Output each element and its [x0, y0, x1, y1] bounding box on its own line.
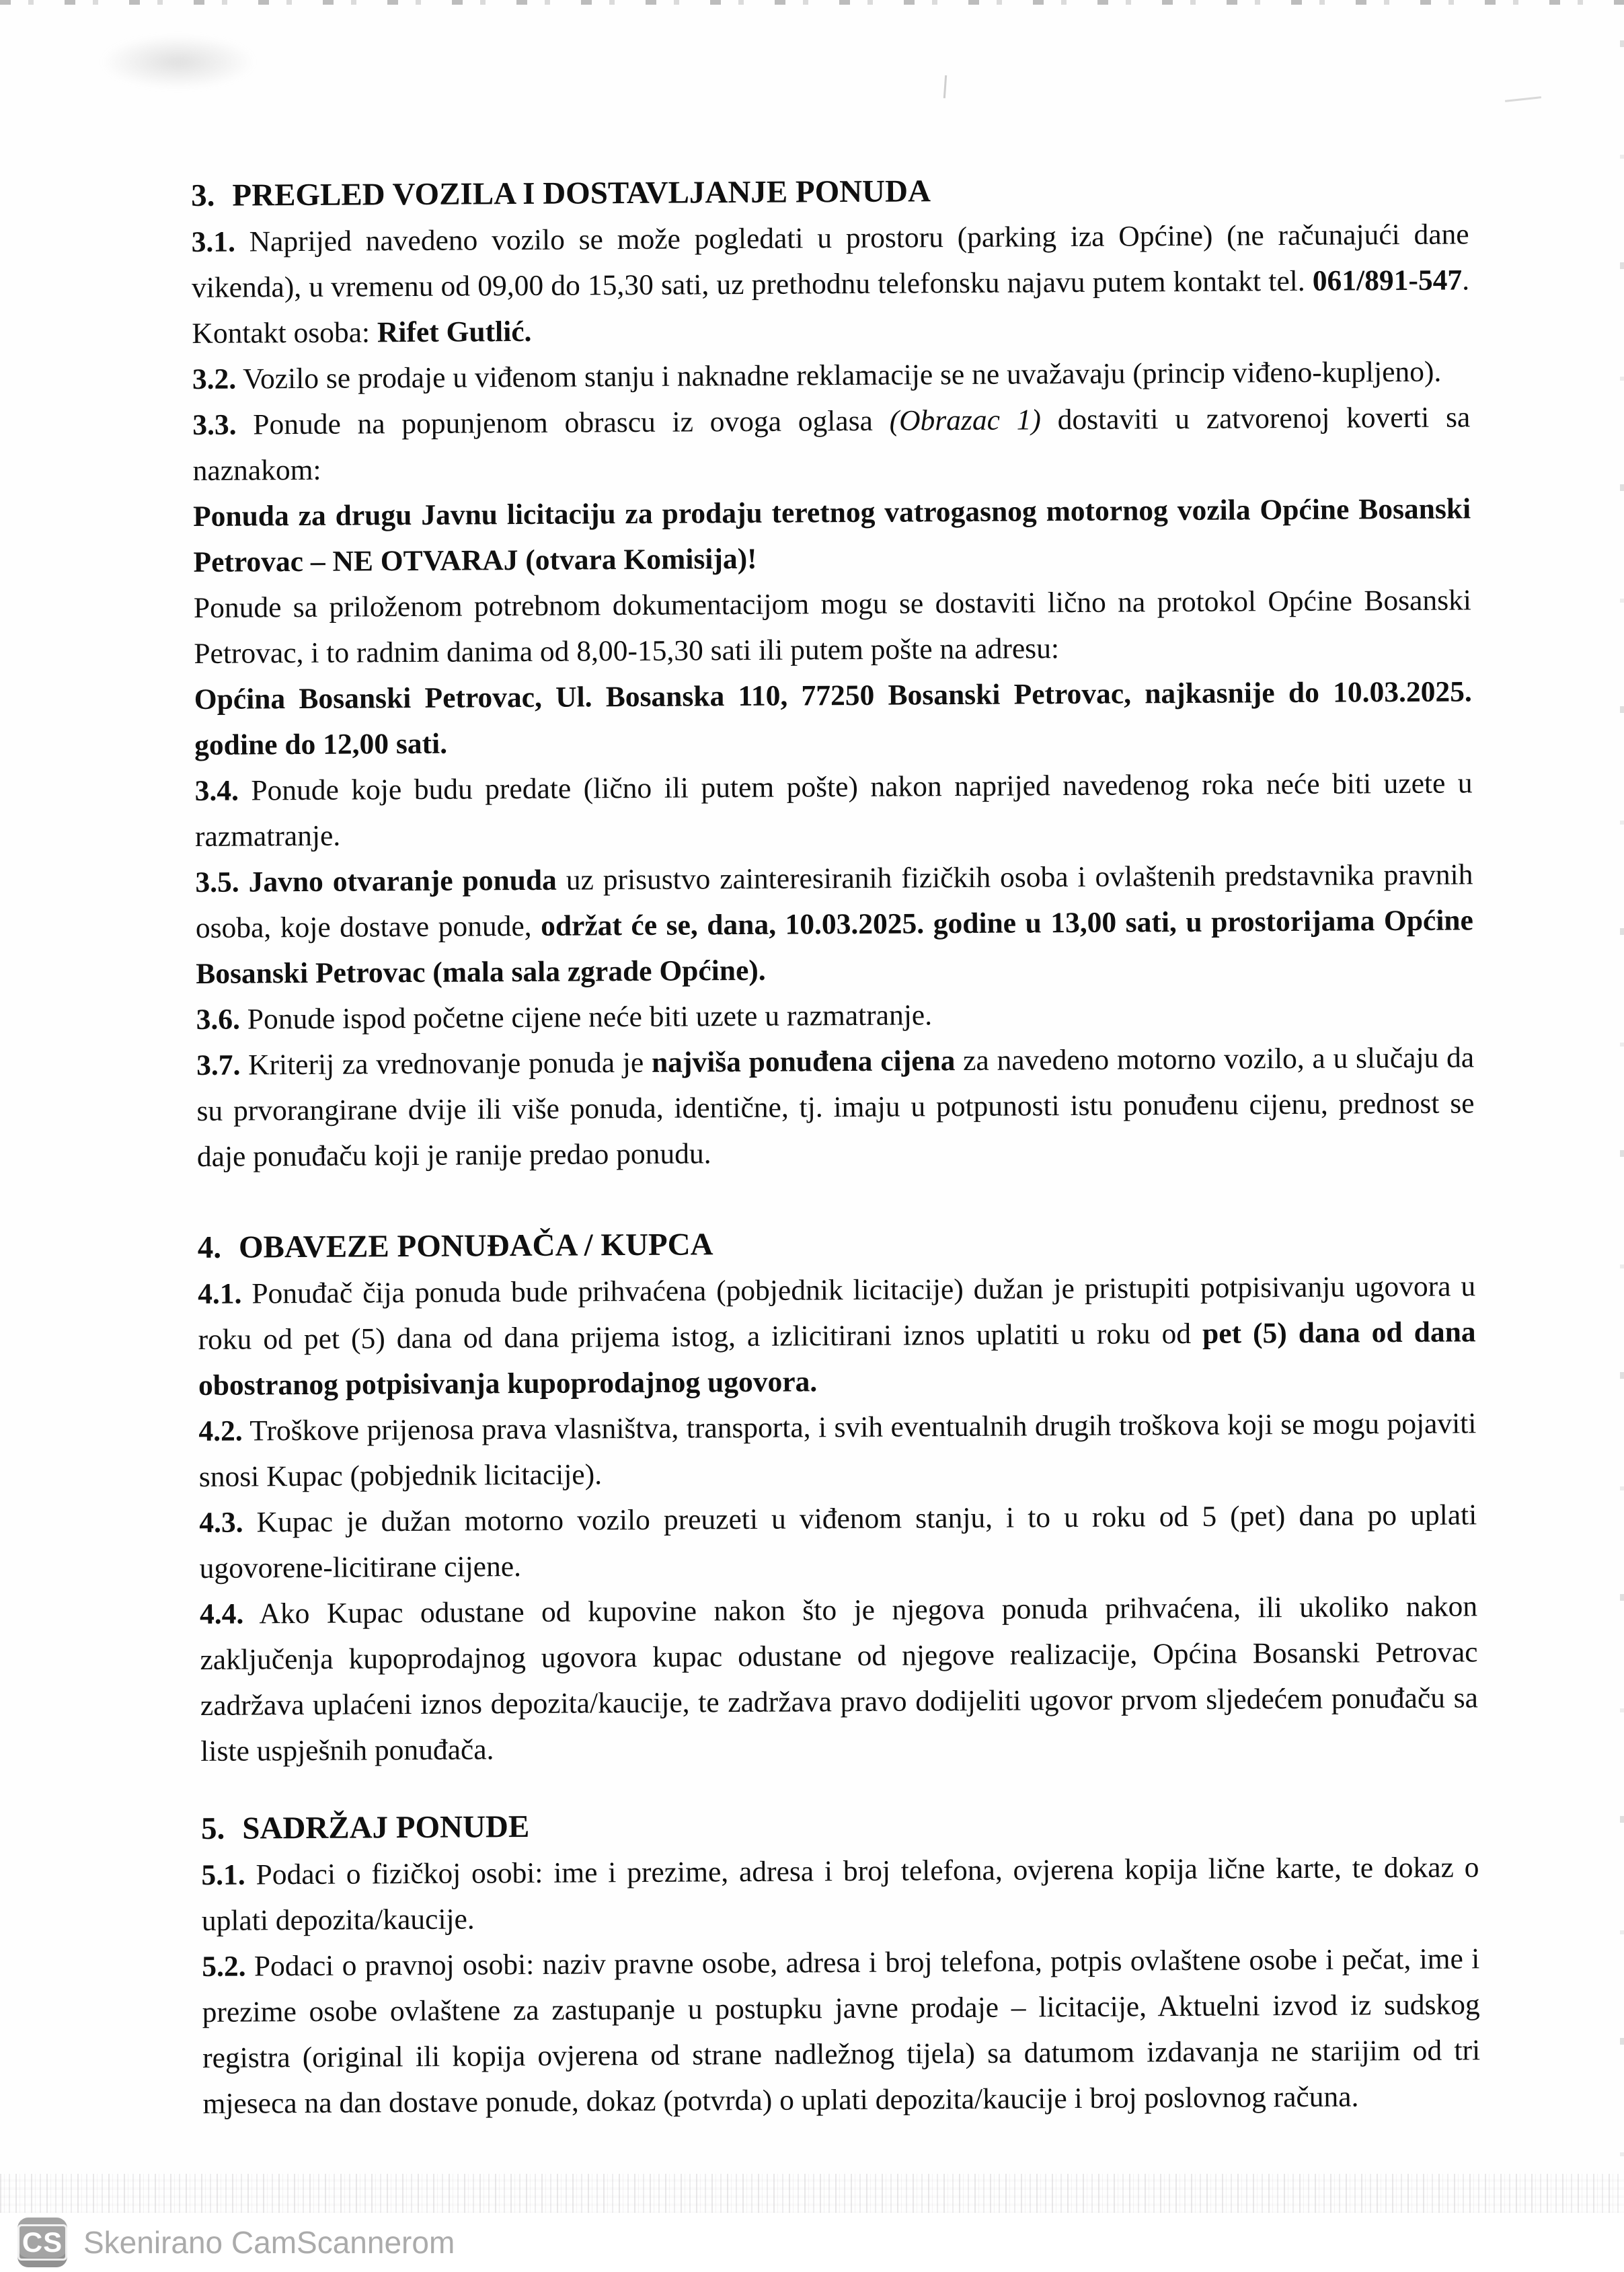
paragraph-3-7 [196, 1034, 1475, 1180]
paragraph-3-4 [194, 760, 1473, 860]
scan-mark [943, 75, 947, 98]
text-run: Ako Kupac odustane od kupovine nakon što je njegova ponuda prihvaćena, ili ukoliko nakon zaključenja kupoprodajnog ugovora kupac odustane od njegove realizacije, Općina Bosanski Petrovac zadržava uplaćeni iznos depozita/kaucije, te zadržava pravo dodijeliti ugovor prvom sljedećem ponuđaču sa liste uspješnih ponuđača. [200, 1590, 1479, 1768]
text-run: Kriterij za vrednovanje ponuda je [240, 1046, 652, 1082]
text-run: za navedeno motorno vozilo, a u slučaju da su prvorangirane dvije ili više ponuda, identične, tj. imaju u potpunosti istu ponuđenu cijenu, prednost se daje ponuđaču koji je ranije predao ponudu. [196, 1041, 1475, 1173]
text-run: Općina Bosanski Petrovac, Ul. Bosanska 110, 77250 Bosanski Petrovac, najkasnije do 10.03.2025. godine do 12,00 sati. [194, 675, 1472, 761]
text-run: Kupac je dužan motorno vozilo preuzeti u viđenom stanju, i to u roku od 5 (pet) dana po uplati ugovorene-licitirane cijene. [199, 1499, 1477, 1585]
text-run: 3.2. [192, 363, 237, 395]
text-run: Ponude sa priloženom potrebnom dokumentacijom mogu se dostaviti lično na protokol Općine Bosanski Petrovac, i to radnim danima od 8,00-15,30 sati ili putem pošte na adresu: [193, 584, 1472, 670]
section-number: 3. [191, 178, 215, 213]
text-run: Ponuda za drugu Javnu licitaciju za prodaju teretnog vatrogasnog motornog vozila Općine Bosanski Petrovac – NE OTVARAJ (otvara Komisija)! [192, 492, 1471, 578]
camscanner-logo-icon [17, 2218, 67, 2267]
text-run: Vozilo se prodaje u viđenom stanju i naknadne reklamacije se ne uvažavaju (princip viđeno-kupljeno). [235, 355, 1442, 395]
paragraph-3-3 [192, 394, 1471, 494]
paragraph-4-2 [198, 1400, 1477, 1500]
text-run: 061/891-547 [1312, 264, 1463, 297]
text-run: . Kontakt osoba: [192, 264, 1470, 350]
text-run: Troškove prijenosa prava vlasništva, transporta, i svih eventualnih drugih troškova koji se mogu pojaviti snosi Kupac (pobjednik licitacije). [198, 1407, 1477, 1493]
scan-mark [1505, 96, 1541, 102]
text-run: 3.3. [192, 408, 237, 441]
text-run: Podaci o fizičkoj osobi: ime i prezime, adresa i broj telefona, ovjerena kopija lične karte, te dokaz o uplati depozita/kaucije. [201, 1851, 1479, 1937]
paragraph-4-3 [199, 1492, 1477, 1591]
section-number: 5. [200, 1811, 225, 1846]
paragraph-4-4 [200, 1583, 1479, 1774]
paragraph-3-1 [191, 211, 1469, 356]
watermark-text: Skenirano CamScannerom [83, 2225, 455, 2260]
text-run: Podaci o pravnoj osobi: naziv pravne osobe, adresa i broj telefona, potpis ovlaštene osobe i pečat, ime i prezime osobe ovlaštene za zastupanje u postupku javne prodaje – licitacije, Aktuelni izvod iz sudskog registra (original ili kopija ovjerena od strane nadležnog tijela) sa datumom izdavanja ne starijim od tri mjeseca na dan dostave ponude, dokaz (potvrda) o uplati depozita/kaucije i broj poslovnog računa. [202, 1942, 1481, 2120]
scan-noise-top-edge [0, 0, 1624, 5]
text-run: 4.1. [198, 1277, 242, 1310]
text-run: 3.6. [196, 1003, 241, 1036]
document-page [191, 164, 1481, 2127]
scan-smudge [101, 35, 256, 89]
section-title: SADRŽAJ PONUDE [242, 1809, 530, 1846]
text-run: održat će se, dana, 10.03.2025. godine u 13,00 sati, u prostorijama Općine Bosanski Petrovac (mala sala zgrade Općine). [196, 904, 1473, 990]
text-run: Rifet Gutlić. [377, 315, 532, 349]
paragraph-3-6 [196, 989, 1473, 1043]
text-run: Ponude ispod početne cijene neće biti uzete u razmatranje. [239, 999, 933, 1036]
text-run: 3.5. Javno otvaranje ponuda [195, 864, 557, 899]
section-title: OBAVEZE PONUĐAČA / KUPCA [238, 1227, 713, 1265]
paragraph-address [194, 669, 1473, 768]
text-run: 3.7. [196, 1049, 241, 1082]
section-4-heading [198, 1216, 1475, 1271]
paragraph-5-2 [202, 1936, 1481, 2127]
text-run: dostaviti u zatvorenoj koverti sa naznakom: [192, 401, 1471, 487]
camscanner-logo-text: CS [17, 2224, 67, 2261]
scan-noise-right-edge [1620, 40, 1624, 2193]
text-run: Ponude na popunjenom obrascu iz ovoga oglasa [236, 404, 890, 441]
text-run: 5.2. [202, 1950, 246, 1983]
text-run: 3.4. [194, 774, 239, 807]
text-run: Ponuđač čija ponuda bude prihvaćena (pobjednik licitacije) dužan je pristupiti potpisivanju ugovora u roku od pet (5) dana od dana prijema istog, a izlicitirani iznos uplatiti u roku od [198, 1270, 1476, 1356]
paragraph-4-1 [198, 1263, 1476, 1408]
text-run: Naprijed navedeno vozilo se može pogledati u prostoru (parking iza Općine) (ne računajući dane vikenda), u vremenu od 09,00 do 15,30 sati, uz prethodnu telefonsku najavu putem kontakt tel. [191, 218, 1469, 304]
camscanner-watermark-bar [0, 2213, 1624, 2272]
section-title: PREGLED VOZILA I DOSTAVLJANJE PONUDA [232, 174, 931, 213]
text-run: pet (5) dana od dana obostranog potpisivanja kupoprodajnog ugovora. [198, 1316, 1476, 1402]
section-number: 4. [197, 1229, 222, 1265]
text-run: 4.2. [198, 1414, 243, 1447]
paragraph-3-5 [195, 851, 1473, 997]
section-5-heading [201, 1797, 1479, 1852]
text-run: 4.4. [199, 1597, 244, 1630]
text-run: najviša ponuđena cijena [651, 1045, 956, 1079]
text-run: Ponude koje budu predate (lično ili putem pošte) nakon naprijed navedenog roka neće biti uzete u razmatranje. [194, 767, 1473, 853]
text-run: 4.3. [199, 1506, 243, 1539]
text-run: 3.1. [191, 225, 236, 258]
paragraph-5-1 [201, 1844, 1479, 1944]
text-run: (Obrazac 1) [889, 404, 1042, 437]
text-run: 5.1. [201, 1858, 245, 1891]
text-run: uz prisustvo zainteresiranih fizičkih osoba i ovlaštenih predstavnika pravnih osoba, koje dostave ponude, [195, 858, 1473, 944]
paragraph-delivery-info [194, 577, 1472, 677]
paragraph-envelope-note [193, 486, 1471, 585]
paragraph-3-2 [192, 348, 1470, 402]
scan-noise-band [0, 2174, 1624, 2213]
section-3-heading [191, 164, 1469, 219]
